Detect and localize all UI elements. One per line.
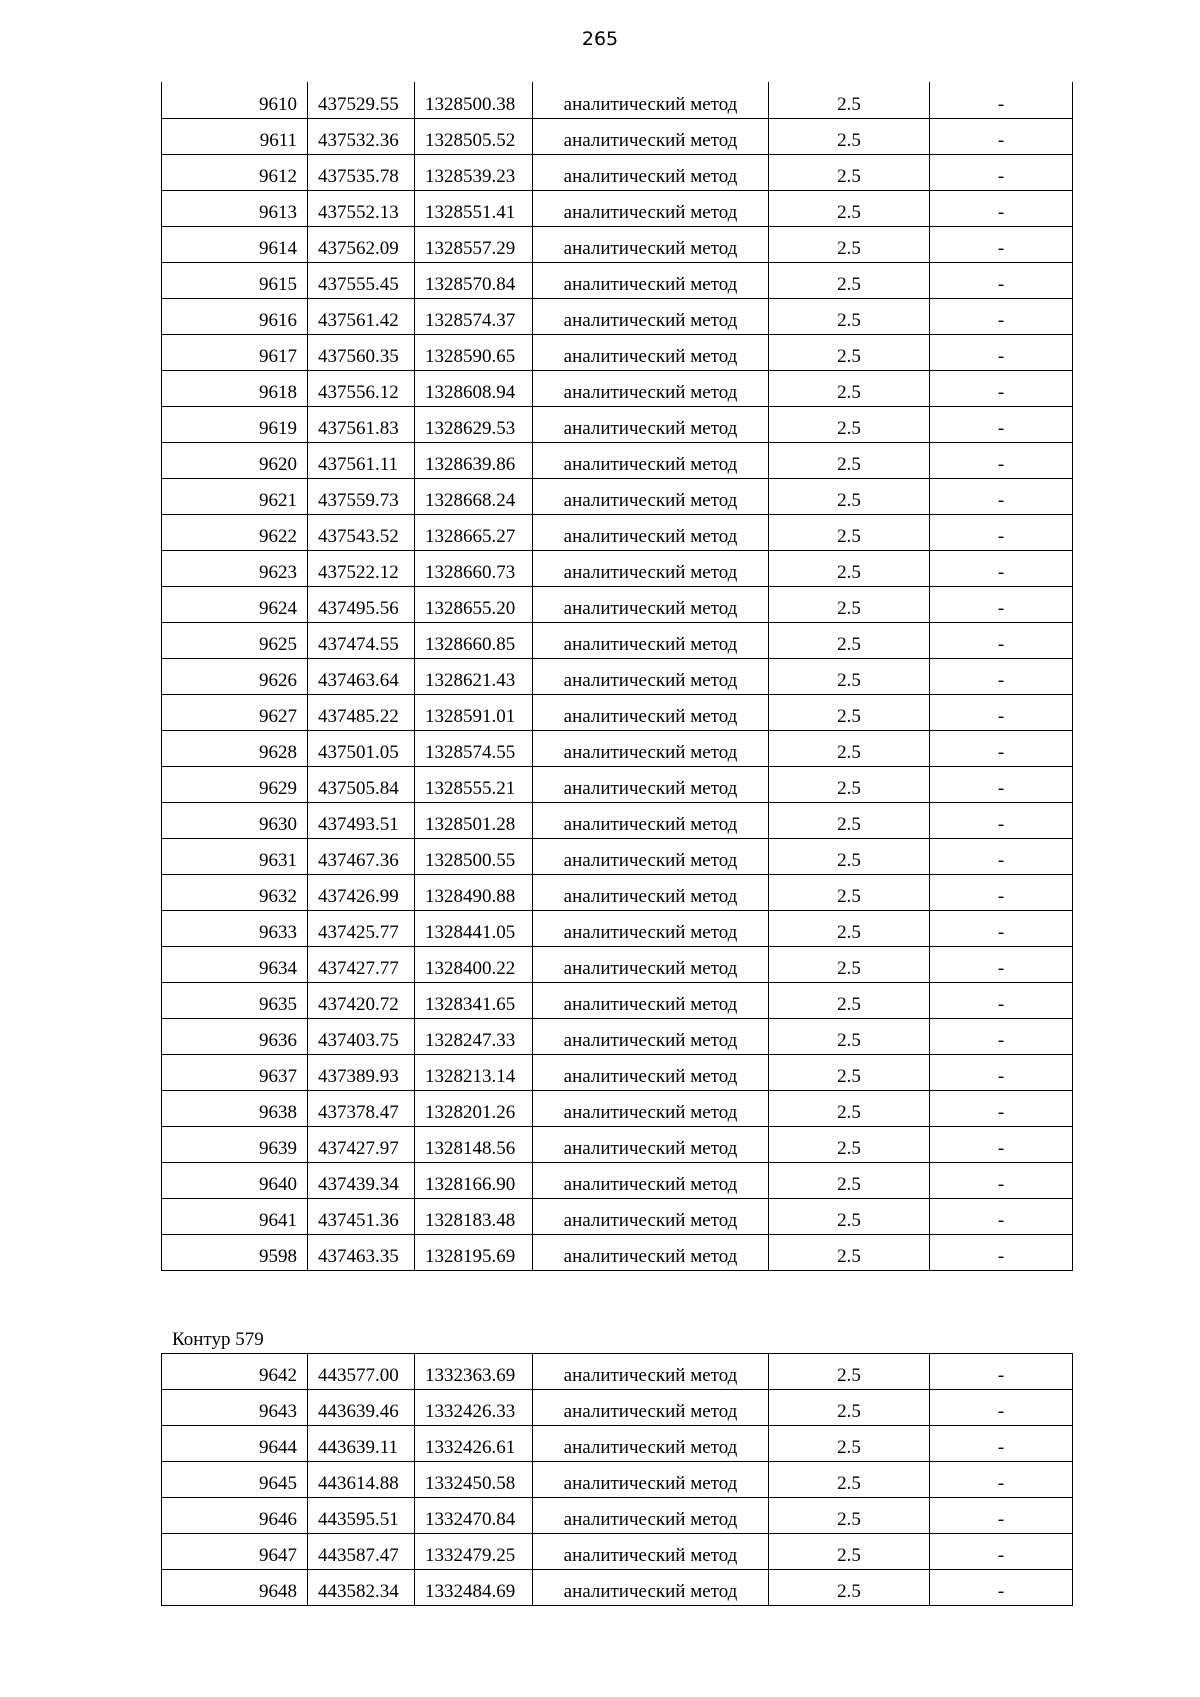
point-number-cell: 9647 [162,1534,308,1570]
method-cell: аналитический метод [533,118,769,154]
description-cell: - [930,550,1073,586]
description-cell: - [930,514,1073,550]
table-row [162,910,1073,946]
method-cell: аналитический метод [533,190,769,226]
table-row [162,1090,1073,1126]
y-coordinate-cell: 1328148.56 [415,1126,533,1162]
description-cell: - [930,298,1073,334]
coordinates-table-continued [161,82,1073,1271]
coordinates-table-contour-579 [161,1353,1073,1606]
description-cell: - [930,1426,1073,1462]
accuracy-cell: 2.5 [769,1198,930,1234]
description-cell: - [930,874,1073,910]
x-coordinate-cell: 437463.35 [308,1234,415,1270]
x-coordinate-cell: 437535.78 [308,154,415,190]
point-number-cell: 9631 [162,838,308,874]
x-coordinate-cell: 443639.46 [308,1390,415,1426]
description-cell: - [930,910,1073,946]
y-coordinate-cell: 1328501.28 [415,802,533,838]
description-cell: - [930,730,1073,766]
table-row [162,1126,1073,1162]
accuracy-cell: 2.5 [769,1498,930,1534]
point-number-cell: 9610 [162,82,308,118]
accuracy-cell: 2.5 [769,514,930,550]
point-number-cell: 9648 [162,1570,308,1606]
x-coordinate-cell: 437561.42 [308,298,415,334]
accuracy-cell: 2.5 [769,1162,930,1198]
y-coordinate-cell: 1328665.27 [415,514,533,550]
y-coordinate-cell: 1328555.21 [415,766,533,802]
point-number-cell: 9642 [162,1354,308,1390]
accuracy-cell: 2.5 [769,154,930,190]
method-cell: аналитический метод [533,802,769,838]
method-cell: аналитический метод [533,334,769,370]
accuracy-cell: 2.5 [769,874,930,910]
method-cell: аналитический метод [533,154,769,190]
accuracy-cell: 2.5 [769,262,930,298]
description-cell: - [930,1162,1073,1198]
method-cell: аналитический метод [533,1090,769,1126]
x-coordinate-cell: 443577.00 [308,1354,415,1390]
table-row [162,1018,1073,1054]
x-coordinate-cell: 437451.36 [308,1198,415,1234]
accuracy-cell: 2.5 [769,190,930,226]
table-row [162,1534,1073,1570]
table-row [162,550,1073,586]
table-row [162,334,1073,370]
accuracy-cell: 2.5 [769,1426,930,1462]
point-number-cell: 9617 [162,334,308,370]
point-number-cell: 9625 [162,622,308,658]
x-coordinate-cell: 437427.77 [308,946,415,982]
table-row [162,1426,1073,1462]
point-number-cell: 9627 [162,694,308,730]
y-coordinate-cell: 1328590.65 [415,334,533,370]
table-row [162,730,1073,766]
x-coordinate-cell: 437493.51 [308,802,415,838]
x-coordinate-cell: 437543.52 [308,514,415,550]
description-cell: - [930,802,1073,838]
accuracy-cell: 2.5 [769,910,930,946]
method-cell: аналитический метод [533,1570,769,1606]
table-row [162,982,1073,1018]
x-coordinate-cell: 437495.56 [308,586,415,622]
method-cell: аналитический метод [533,874,769,910]
description-cell: - [930,658,1073,694]
y-coordinate-cell: 1328166.90 [415,1162,533,1198]
method-cell: аналитический метод [533,586,769,622]
table-row [162,406,1073,442]
y-coordinate-cell: 1332426.33 [415,1390,533,1426]
point-number-cell: 9630 [162,802,308,838]
accuracy-cell: 2.5 [769,1354,930,1390]
page-number: 265 [581,28,619,50]
description-cell: - [930,622,1073,658]
x-coordinate-cell: 437389.93 [308,1054,415,1090]
table-row [162,586,1073,622]
point-number-cell: 9623 [162,550,308,586]
table-row [162,658,1073,694]
accuracy-cell: 2.5 [769,982,930,1018]
table-row [162,1390,1073,1426]
point-number-cell: 9624 [162,586,308,622]
method-cell: аналитический метод [533,946,769,982]
method-cell: аналитический метод [533,478,769,514]
x-coordinate-cell: 437561.83 [308,406,415,442]
point-number-cell: 9634 [162,946,308,982]
x-coordinate-cell: 437552.13 [308,190,415,226]
method-cell: аналитический метод [533,1198,769,1234]
accuracy-cell: 2.5 [769,1390,930,1426]
point-number-cell: 9638 [162,1090,308,1126]
point-number-cell: 9598 [162,1234,308,1270]
point-number-cell: 9629 [162,766,308,802]
table-row [162,766,1073,802]
point-number-cell: 9622 [162,514,308,550]
accuracy-cell: 2.5 [769,370,930,406]
x-coordinate-cell: 437425.77 [308,910,415,946]
point-number-cell: 9626 [162,658,308,694]
description-cell: - [930,406,1073,442]
accuracy-cell: 2.5 [769,334,930,370]
point-number-cell: 9646 [162,1498,308,1534]
x-coordinate-cell: 437485.22 [308,694,415,730]
y-coordinate-cell: 1332426.61 [415,1426,533,1462]
description-cell: - [930,118,1073,154]
y-coordinate-cell: 1332470.84 [415,1498,533,1534]
table-row [162,370,1073,406]
method-cell: аналитический метод [533,442,769,478]
y-coordinate-cell: 1328201.26 [415,1090,533,1126]
accuracy-cell: 2.5 [769,406,930,442]
method-cell: аналитический метод [533,370,769,406]
method-cell: аналитический метод [533,694,769,730]
x-coordinate-cell: 443587.47 [308,1534,415,1570]
accuracy-cell: 2.5 [769,82,930,118]
description-cell: - [930,154,1073,190]
accuracy-cell: 2.5 [769,226,930,262]
description-cell: - [930,442,1073,478]
table-row [162,190,1073,226]
y-coordinate-cell: 1328660.73 [415,550,533,586]
x-coordinate-cell: 437555.45 [308,262,415,298]
y-coordinate-cell: 1328629.53 [415,406,533,442]
method-cell: аналитический метод [533,1390,769,1426]
x-coordinate-cell: 437463.64 [308,658,415,694]
x-coordinate-cell: 437403.75 [308,1018,415,1054]
description-cell: - [930,946,1073,982]
contour-label: Контур 579 [172,1329,264,1350]
accuracy-cell: 2.5 [769,478,930,514]
method-cell: аналитический метод [533,82,769,118]
method-cell: аналитический метод [533,766,769,802]
x-coordinate-cell: 437501.05 [308,730,415,766]
description-cell: - [930,982,1073,1018]
point-number-cell: 9615 [162,262,308,298]
table-row [162,1498,1073,1534]
point-number-cell: 9635 [162,982,308,1018]
accuracy-cell: 2.5 [769,1462,930,1498]
y-coordinate-cell: 1328195.69 [415,1234,533,1270]
y-coordinate-cell: 1332363.69 [415,1354,533,1390]
description-cell: - [930,1018,1073,1054]
description-cell: - [930,1462,1073,1498]
point-number-cell: 9616 [162,298,308,334]
accuracy-cell: 2.5 [769,442,930,478]
point-number-cell: 9645 [162,1462,308,1498]
table-row [162,1462,1073,1498]
description-cell: - [930,190,1073,226]
method-cell: аналитический метод [533,910,769,946]
table-row [162,262,1073,298]
point-number-cell: 9621 [162,478,308,514]
description-cell: - [930,478,1073,514]
x-coordinate-cell: 437426.99 [308,874,415,910]
description-cell: - [930,1354,1073,1390]
y-coordinate-cell: 1328574.55 [415,730,533,766]
accuracy-cell: 2.5 [769,730,930,766]
y-coordinate-cell: 1328183.48 [415,1198,533,1234]
point-number-cell: 9613 [162,190,308,226]
method-cell: аналитический метод [533,1462,769,1498]
description-cell: - [930,766,1073,802]
description-cell: - [930,1534,1073,1570]
y-coordinate-cell: 1332479.25 [415,1534,533,1570]
point-number-cell: 9611 [162,118,308,154]
point-number-cell: 9637 [162,1054,308,1090]
point-number-cell: 9643 [162,1390,308,1426]
y-coordinate-cell: 1328608.94 [415,370,533,406]
method-cell: аналитический метод [533,298,769,334]
table-row [162,442,1073,478]
y-coordinate-cell: 1328490.88 [415,874,533,910]
accuracy-cell: 2.5 [769,1018,930,1054]
point-number-cell: 9632 [162,874,308,910]
method-cell: аналитический метод [533,730,769,766]
y-coordinate-cell: 1328655.20 [415,586,533,622]
point-number-cell: 9614 [162,226,308,262]
table-row [162,298,1073,334]
method-cell: аналитический метод [533,514,769,550]
y-coordinate-cell: 1328441.05 [415,910,533,946]
y-coordinate-cell: 1328621.43 [415,658,533,694]
description-cell: - [930,1390,1073,1426]
point-number-cell: 9636 [162,1018,308,1054]
point-number-cell: 9612 [162,154,308,190]
accuracy-cell: 2.5 [769,766,930,802]
accuracy-cell: 2.5 [769,586,930,622]
method-cell: аналитический метод [533,1426,769,1462]
y-coordinate-cell: 1328505.52 [415,118,533,154]
method-cell: аналитический метод [533,1534,769,1570]
x-coordinate-cell: 437467.36 [308,838,415,874]
table-row [162,622,1073,658]
method-cell: аналитический метод [533,1018,769,1054]
method-cell: аналитический метод [533,1054,769,1090]
accuracy-cell: 2.5 [769,622,930,658]
accuracy-cell: 2.5 [769,118,930,154]
description-cell: - [930,1198,1073,1234]
x-coordinate-cell: 437427.97 [308,1126,415,1162]
y-coordinate-cell: 1328557.29 [415,226,533,262]
method-cell: аналитический метод [533,406,769,442]
accuracy-cell: 2.5 [769,1534,930,1570]
accuracy-cell: 2.5 [769,298,930,334]
method-cell: аналитический метод [533,622,769,658]
point-number-cell: 9640 [162,1162,308,1198]
y-coordinate-cell: 1328574.37 [415,298,533,334]
table-row [162,694,1073,730]
point-number-cell: 9628 [162,730,308,766]
x-coordinate-cell: 437556.12 [308,370,415,406]
table-row [162,946,1073,982]
x-coordinate-cell: 437522.12 [308,550,415,586]
x-coordinate-cell: 443595.51 [308,1498,415,1534]
description-cell: - [930,1054,1073,1090]
accuracy-cell: 2.5 [769,1090,930,1126]
method-cell: аналитический метод [533,1354,769,1390]
point-number-cell: 9633 [162,910,308,946]
y-coordinate-cell: 1328341.65 [415,982,533,1018]
y-coordinate-cell: 1328660.85 [415,622,533,658]
accuracy-cell: 2.5 [769,658,930,694]
x-coordinate-cell: 437529.55 [308,82,415,118]
y-coordinate-cell: 1328591.01 [415,694,533,730]
table-row [162,802,1073,838]
table-row [162,1354,1073,1390]
method-cell: аналитический метод [533,1234,769,1270]
accuracy-cell: 2.5 [769,550,930,586]
x-coordinate-cell: 437474.55 [308,622,415,658]
table-row [162,874,1073,910]
accuracy-cell: 2.5 [769,1126,930,1162]
x-coordinate-cell: 437420.72 [308,982,415,1018]
table-row [162,154,1073,190]
method-cell: аналитический метод [533,262,769,298]
y-coordinate-cell: 1328570.84 [415,262,533,298]
x-coordinate-cell: 437439.34 [308,1162,415,1198]
point-number-cell: 9644 [162,1426,308,1462]
description-cell: - [930,838,1073,874]
accuracy-cell: 2.5 [769,946,930,982]
y-coordinate-cell: 1328668.24 [415,478,533,514]
table-row [162,514,1073,550]
x-coordinate-cell: 437560.35 [308,334,415,370]
method-cell: аналитический метод [533,1126,769,1162]
method-cell: аналитический метод [533,550,769,586]
accuracy-cell: 2.5 [769,838,930,874]
description-cell: - [930,1498,1073,1534]
x-coordinate-cell: 437505.84 [308,766,415,802]
y-coordinate-cell: 1328400.22 [415,946,533,982]
point-number-cell: 9618 [162,370,308,406]
description-cell: - [930,262,1073,298]
description-cell: - [930,82,1073,118]
description-cell: - [930,226,1073,262]
description-cell: - [930,694,1073,730]
x-coordinate-cell: 443582.34 [308,1570,415,1606]
accuracy-cell: 2.5 [769,1234,930,1270]
x-coordinate-cell: 437562.09 [308,226,415,262]
method-cell: аналитический метод [533,1162,769,1198]
x-coordinate-cell: 437378.47 [308,1090,415,1126]
y-coordinate-cell: 1328213.14 [415,1054,533,1090]
method-cell: аналитический метод [533,1498,769,1534]
table-row [162,1234,1073,1270]
y-coordinate-cell: 1332484.69 [415,1570,533,1606]
table-row [162,1570,1073,1606]
y-coordinate-cell: 1328500.55 [415,838,533,874]
y-coordinate-cell: 1328500.38 [415,82,533,118]
y-coordinate-cell: 1328247.33 [415,1018,533,1054]
point-number-cell: 9639 [162,1126,308,1162]
method-cell: аналитический метод [533,982,769,1018]
method-cell: аналитический метод [533,838,769,874]
y-coordinate-cell: 1328551.41 [415,190,533,226]
description-cell: - [930,586,1073,622]
accuracy-cell: 2.5 [769,1054,930,1090]
description-cell: - [930,1126,1073,1162]
y-coordinate-cell: 1328639.86 [415,442,533,478]
x-coordinate-cell: 437559.73 [308,478,415,514]
x-coordinate-cell: 443639.11 [308,1426,415,1462]
y-coordinate-cell: 1332450.58 [415,1462,533,1498]
point-number-cell: 9619 [162,406,308,442]
description-cell: - [930,334,1073,370]
table-row [162,118,1073,154]
point-number-cell: 9620 [162,442,308,478]
description-cell: - [930,370,1073,406]
accuracy-cell: 2.5 [769,694,930,730]
description-cell: - [930,1570,1073,1606]
x-coordinate-cell: 437532.36 [308,118,415,154]
accuracy-cell: 2.5 [769,802,930,838]
table-row [162,478,1073,514]
method-cell: аналитический метод [533,226,769,262]
x-coordinate-cell: 443614.88 [308,1462,415,1498]
table-row [162,226,1073,262]
table-row [162,1054,1073,1090]
y-coordinate-cell: 1328539.23 [415,154,533,190]
description-cell: - [930,1090,1073,1126]
table-row [162,838,1073,874]
table-row [162,82,1073,118]
accuracy-cell: 2.5 [769,1570,930,1606]
table-row [162,1162,1073,1198]
point-number-cell: 9641 [162,1198,308,1234]
description-cell: - [930,1234,1073,1270]
x-coordinate-cell: 437561.11 [308,442,415,478]
table-row [162,1198,1073,1234]
method-cell: аналитический метод [533,658,769,694]
